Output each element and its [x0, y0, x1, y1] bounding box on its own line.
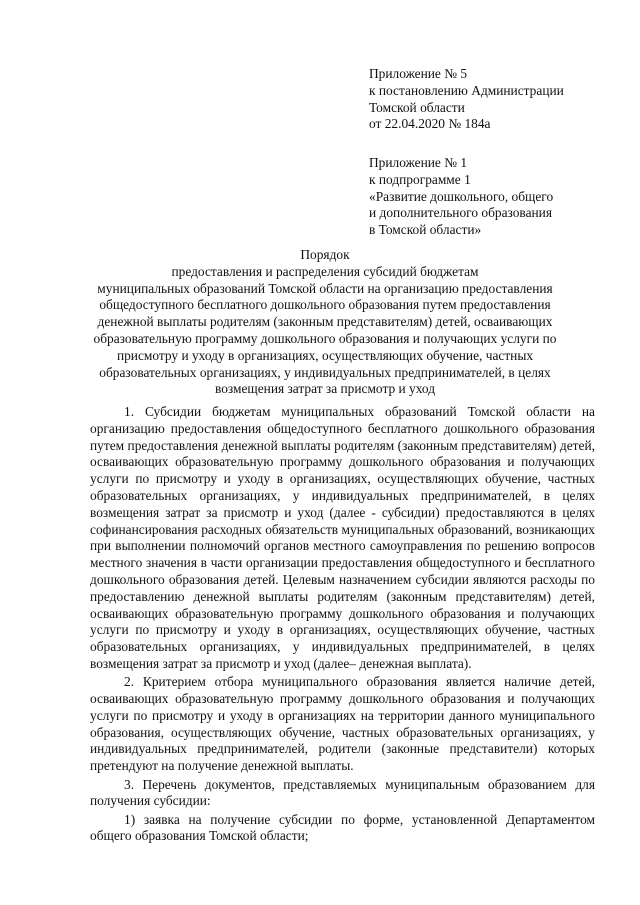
title-line: образовательных организациях, у индивидуальных предпринимателей, в целях	[99, 364, 551, 380]
annex-5-line: от 22.04.2020 № 184а	[369, 116, 491, 132]
document-body	[90, 404, 595, 845]
annex-1-line: и дополнительного образования	[369, 205, 553, 221]
annex-1-line: Приложение № 1	[369, 155, 468, 170]
annex-1-line: в Томской области»	[369, 222, 482, 238]
document-title	[40, 247, 610, 398]
annex-5-line: к постановлению Администрации	[369, 82, 564, 98]
title-line: денежной выплаты родителям (законным представителям) детей, осваивающих	[97, 314, 553, 330]
annex-5-header	[369, 66, 619, 133]
paragraph-2: 2. Критерием отбора муниципального образования является наличие детей, осваивающих образовательную программу дошкольного образования и получающих услуги по присмотру и уходу в организациях на территории данного муниципального образования, осуществляющих обучение, частных образовательных организациях, у индивидуальных предпринимателей, родители (законные представители) которых претендуют на получение денежной выплаты.	[90, 674, 595, 774]
title-line: Порядок	[300, 247, 350, 262]
title-line: образовательную программу дошкольного образования и получающих услуги по	[93, 330, 557, 346]
title-line: общедоступного бесплатного дошкольного образования путем предоставления	[99, 297, 551, 313]
title-line: предоставления и распределения субсидий бюджетам	[171, 263, 479, 279]
title-line: возмещения затрат за присмотр и уход	[214, 381, 436, 397]
annex-1-header	[369, 155, 619, 239]
annex-1-line: к подпрограмме 1	[369, 171, 471, 187]
paragraph-3-item-1: 1) заявка на получение субсидии по форме, установленной Департаментом общего образования Томской области;	[90, 811, 595, 844]
paragraph-3: 3. Перечень документов, представляемых муниципальным образованием для получения субсидии:	[90, 776, 595, 809]
title-line: присмотру и уходу в организациях, осуществляющих обучение, частных	[116, 347, 534, 363]
paragraph-1: 1. Субсидии бюджетам муниципальных образований Томской области на организацию предоставления общедоступного бесплатного дошкольного образования путем предоставления денежной выплаты родителям (законным представителям) детей, осваивающих образовательную программу дошкольного образования и получающих услуги по присмотру и уходу в организациях, осуществляющих обучение, частных образовательных организациях, у индивидуальных предпринимателей, в целях возмещения затрат за присмотр и уход (далее - субсидии) предоставляются в целях софинансирования расходных обязательств муниципальных образований, возникающих при выполнении полномочий органов местного самоуправления по решению вопросов местного значения в части организации предоставления общедоступного и бесплатного дошкольного образования детей. Целевым назначением субсидии являются расходы по предоставлению денежной выплаты родителям (законным представителям) детей, осваивающих образовательную программу дошкольного образования и получающих услуги по присмотру и уходу в организациях, осуществляющих обучение, частных образовательных организациях, у индивидуальных предпринимателей, в целях возмещения затрат за присмотр и уход (далее– денежная выплата).	[90, 404, 595, 671]
annex-5-line: Приложение № 5	[369, 66, 468, 81]
title-line: муниципальных образований Томской области на организацию предоставления	[97, 280, 553, 296]
annex-5-line: Томской области	[369, 99, 465, 115]
annex-1-line: «Развитие дошкольного, общего	[369, 188, 554, 204]
